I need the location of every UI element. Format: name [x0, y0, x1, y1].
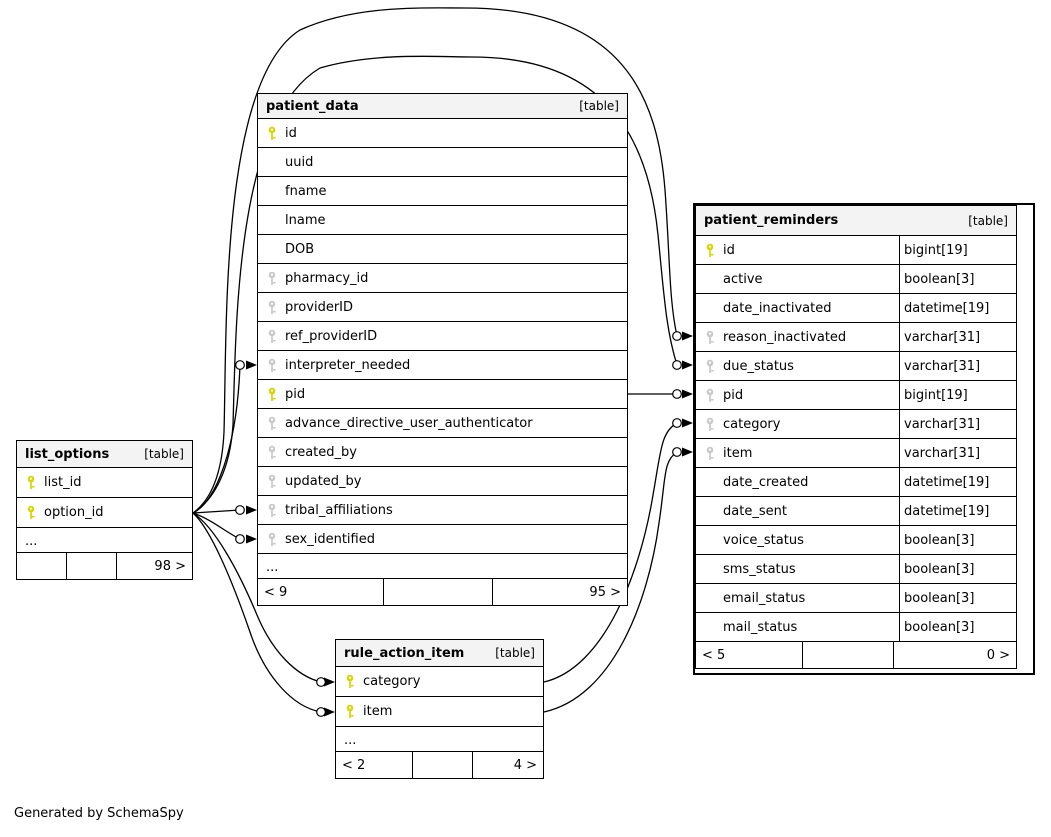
column-name: tribal_affiliations: [285, 502, 393, 518]
fk-circle: [317, 678, 326, 687]
column-row: [696, 294, 1016, 323]
fk-arrowhead: [246, 506, 257, 515]
table-name: patient_data: [266, 98, 359, 114]
column-name: sms_status: [723, 561, 796, 577]
column-name: fname: [285, 183, 327, 199]
column-type: varchar[31]: [899, 352, 1016, 380]
fk-circle: [673, 332, 682, 341]
column-name: email_status: [723, 590, 806, 606]
column-name: voice_status: [723, 532, 804, 548]
edge-option_id-sex_identified: [193, 513, 240, 539]
table-rule_action_item: [335, 639, 544, 779]
table-header[interactable]: [696, 206, 1016, 236]
column-row: [696, 410, 1016, 439]
column-row: [696, 323, 1016, 352]
column-type: datetime[19]: [899, 497, 1016, 525]
primary-key-icon: [266, 126, 278, 141]
column-row: [258, 380, 627, 409]
table-footer: [696, 642, 1016, 668]
column-name: uuid: [285, 154, 314, 170]
primary-key-icon: [25, 475, 37, 490]
foreign-key-icon: [704, 330, 716, 345]
table-footer: [336, 752, 543, 778]
foreign-key-icon: [704, 417, 716, 432]
table-node-list_options: [16, 440, 193, 580]
column-name: item: [363, 704, 393, 719]
column-row: [17, 498, 192, 528]
column-name: ref_providerID: [285, 328, 378, 344]
fk-arrowhead: [682, 448, 693, 457]
foreign-key-icon: [266, 445, 278, 460]
foreign-key-icon: [266, 416, 278, 431]
column-row: [258, 264, 627, 293]
column-row: [258, 148, 627, 177]
edge-option_id-tribal_affiliations: [193, 510, 240, 513]
column-row: [696, 555, 1016, 584]
column-row: [696, 381, 1016, 410]
ellipsis-row: ...: [258, 554, 627, 579]
column-name: mail_status: [723, 619, 798, 635]
column-row: [258, 322, 627, 351]
footer-cell-right[interactable]: 0 >: [986, 647, 1010, 663]
column-type: boolean[3]: [899, 526, 1016, 554]
column-name: category: [363, 674, 421, 689]
column-name: interpreter_needed: [285, 357, 411, 373]
table-header[interactable]: [258, 94, 627, 119]
footer-cell-left[interactable]: < 5: [696, 642, 803, 668]
column-row: [17, 468, 192, 498]
column-name: id: [723, 242, 735, 258]
footer-cell-mid: [413, 752, 473, 778]
column-row: [696, 352, 1016, 381]
column-name: id: [285, 125, 297, 141]
fk-circle: [673, 361, 682, 370]
fk-circle: [236, 506, 245, 515]
table-tag: [table]: [495, 646, 535, 660]
column-row: [258, 467, 627, 496]
foreign-key-icon: [704, 388, 716, 403]
column-name: date_created: [723, 474, 809, 490]
column-type: varchar[31]: [899, 410, 1016, 438]
foreign-key-icon: [266, 358, 278, 373]
ellipsis-row: ...: [336, 727, 543, 752]
column-type: bigint[19]: [899, 381, 1016, 409]
column-row: [258, 235, 627, 264]
column-type: varchar[31]: [899, 439, 1016, 467]
column-type: datetime[19]: [899, 294, 1016, 322]
column-row: [696, 584, 1016, 613]
column-name: option_id: [44, 505, 104, 520]
column-type: boolean[3]: [899, 613, 1016, 641]
foreign-key-icon: [266, 329, 278, 344]
column-name: date_inactivated: [723, 300, 832, 316]
footer-cell-left[interactable]: [17, 553, 67, 579]
column-row: [696, 613, 1016, 642]
column-name: pharmacy_id: [285, 270, 369, 286]
foreign-key-icon: [704, 359, 716, 374]
table-patient_data: [257, 93, 628, 606]
column-name: pid: [723, 387, 744, 403]
table-patient_reminders: [695, 205, 1017, 669]
column-row: [696, 526, 1016, 555]
footer-cell-mid: [67, 553, 117, 579]
column-row: [258, 351, 627, 380]
column-row: [258, 177, 627, 206]
column-name: reason_inactivated: [723, 329, 847, 345]
column-name: pid: [285, 386, 306, 402]
column-name: item: [723, 445, 753, 461]
table-node-rule_action_item: [335, 639, 544, 779]
primary-key-icon: [25, 505, 37, 520]
column-name: advance_directive_user_authenticator: [285, 415, 533, 431]
column-name: updated_by: [285, 473, 362, 489]
column-type: boolean[3]: [899, 265, 1016, 293]
foreign-key-icon: [266, 532, 278, 547]
footer-cell-right[interactable]: 95 >: [589, 584, 621, 600]
fk-circle: [236, 361, 245, 370]
edge-option_id-interpreter_needed: [193, 365, 240, 513]
column-row: [258, 409, 627, 438]
fk-circle: [673, 448, 682, 457]
column-name: category: [723, 416, 781, 432]
generator-credit: Generated by SchemaSpy: [14, 806, 184, 821]
column-name: list_id: [44, 475, 82, 490]
foreign-key-icon: [266, 300, 278, 315]
table-footer: [17, 553, 192, 579]
footer-cell-mid: [803, 642, 894, 668]
ellipsis-row: ...: [17, 528, 192, 553]
footer-cell-right[interactable]: 98 >: [154, 558, 186, 574]
footer-cell-mid: [384, 579, 493, 605]
fk-arrowhead: [682, 332, 693, 341]
column-name: active: [723, 271, 763, 287]
fk-arrowhead: [246, 361, 257, 370]
fk-circle: [317, 708, 326, 717]
table-node-patient_data: [257, 93, 628, 606]
column-name: providerID: [285, 299, 354, 315]
fk-arrowhead: [682, 361, 693, 370]
column-type: boolean[3]: [899, 555, 1016, 583]
foreign-key-icon: [266, 271, 278, 286]
column-type: varchar[31]: [899, 323, 1016, 351]
fk-circle: [236, 535, 245, 544]
fk-circle: [673, 390, 682, 399]
table-header[interactable]: [17, 441, 192, 468]
table-name: list_options: [25, 446, 110, 462]
footer-cell-left[interactable]: < 2: [336, 752, 413, 778]
column-row: [696, 439, 1016, 468]
footer-cell-right[interactable]: 4 >: [513, 757, 537, 773]
column-row: [258, 206, 627, 235]
column-row: [696, 265, 1016, 294]
column-row: [336, 667, 543, 697]
footer-cell-left[interactable]: < 9: [258, 579, 384, 605]
table-tag: [table]: [968, 213, 1008, 228]
foreign-key-icon: [266, 503, 278, 518]
primary-key-icon: [704, 243, 716, 258]
fk-arrowhead: [246, 535, 257, 544]
column-row: [696, 497, 1016, 526]
foreign-key-icon: [704, 446, 716, 461]
fk-circle: [673, 419, 682, 428]
column-name: created_by: [285, 444, 357, 460]
table-footer: [258, 579, 627, 605]
table-name: rule_action_item: [344, 645, 465, 661]
column-name: sex_identified: [285, 531, 375, 547]
table-node-patient_reminders: [693, 203, 1035, 675]
fk-arrowhead: [682, 419, 693, 428]
foreign-key-icon: [266, 474, 278, 489]
column-name: date_sent: [723, 503, 787, 519]
column-type: bigint[19]: [899, 236, 1016, 264]
column-row: [258, 496, 627, 525]
primary-key-icon: [344, 704, 356, 719]
column-type: boolean[3]: [899, 584, 1016, 612]
table-header[interactable]: [336, 640, 543, 667]
primary-key-icon: [344, 674, 356, 689]
table-list_options: [16, 440, 193, 580]
table-name: patient_reminders: [704, 213, 839, 228]
column-row: [258, 525, 627, 554]
column-row: [696, 468, 1016, 497]
fk-arrowhead: [682, 390, 693, 399]
column-row: [696, 236, 1016, 265]
column-name: lname: [285, 212, 326, 228]
table-tag: [table]: [144, 447, 184, 461]
column-row: [258, 293, 627, 322]
column-name: due_status: [723, 358, 794, 374]
column-type: datetime[19]: [899, 468, 1016, 496]
primary-key-icon: [266, 387, 278, 402]
column-row: [258, 119, 627, 148]
column-row: [258, 438, 627, 467]
column-name: DOB: [285, 241, 315, 257]
column-row: [336, 697, 543, 727]
table-tag: [table]: [579, 99, 619, 113]
